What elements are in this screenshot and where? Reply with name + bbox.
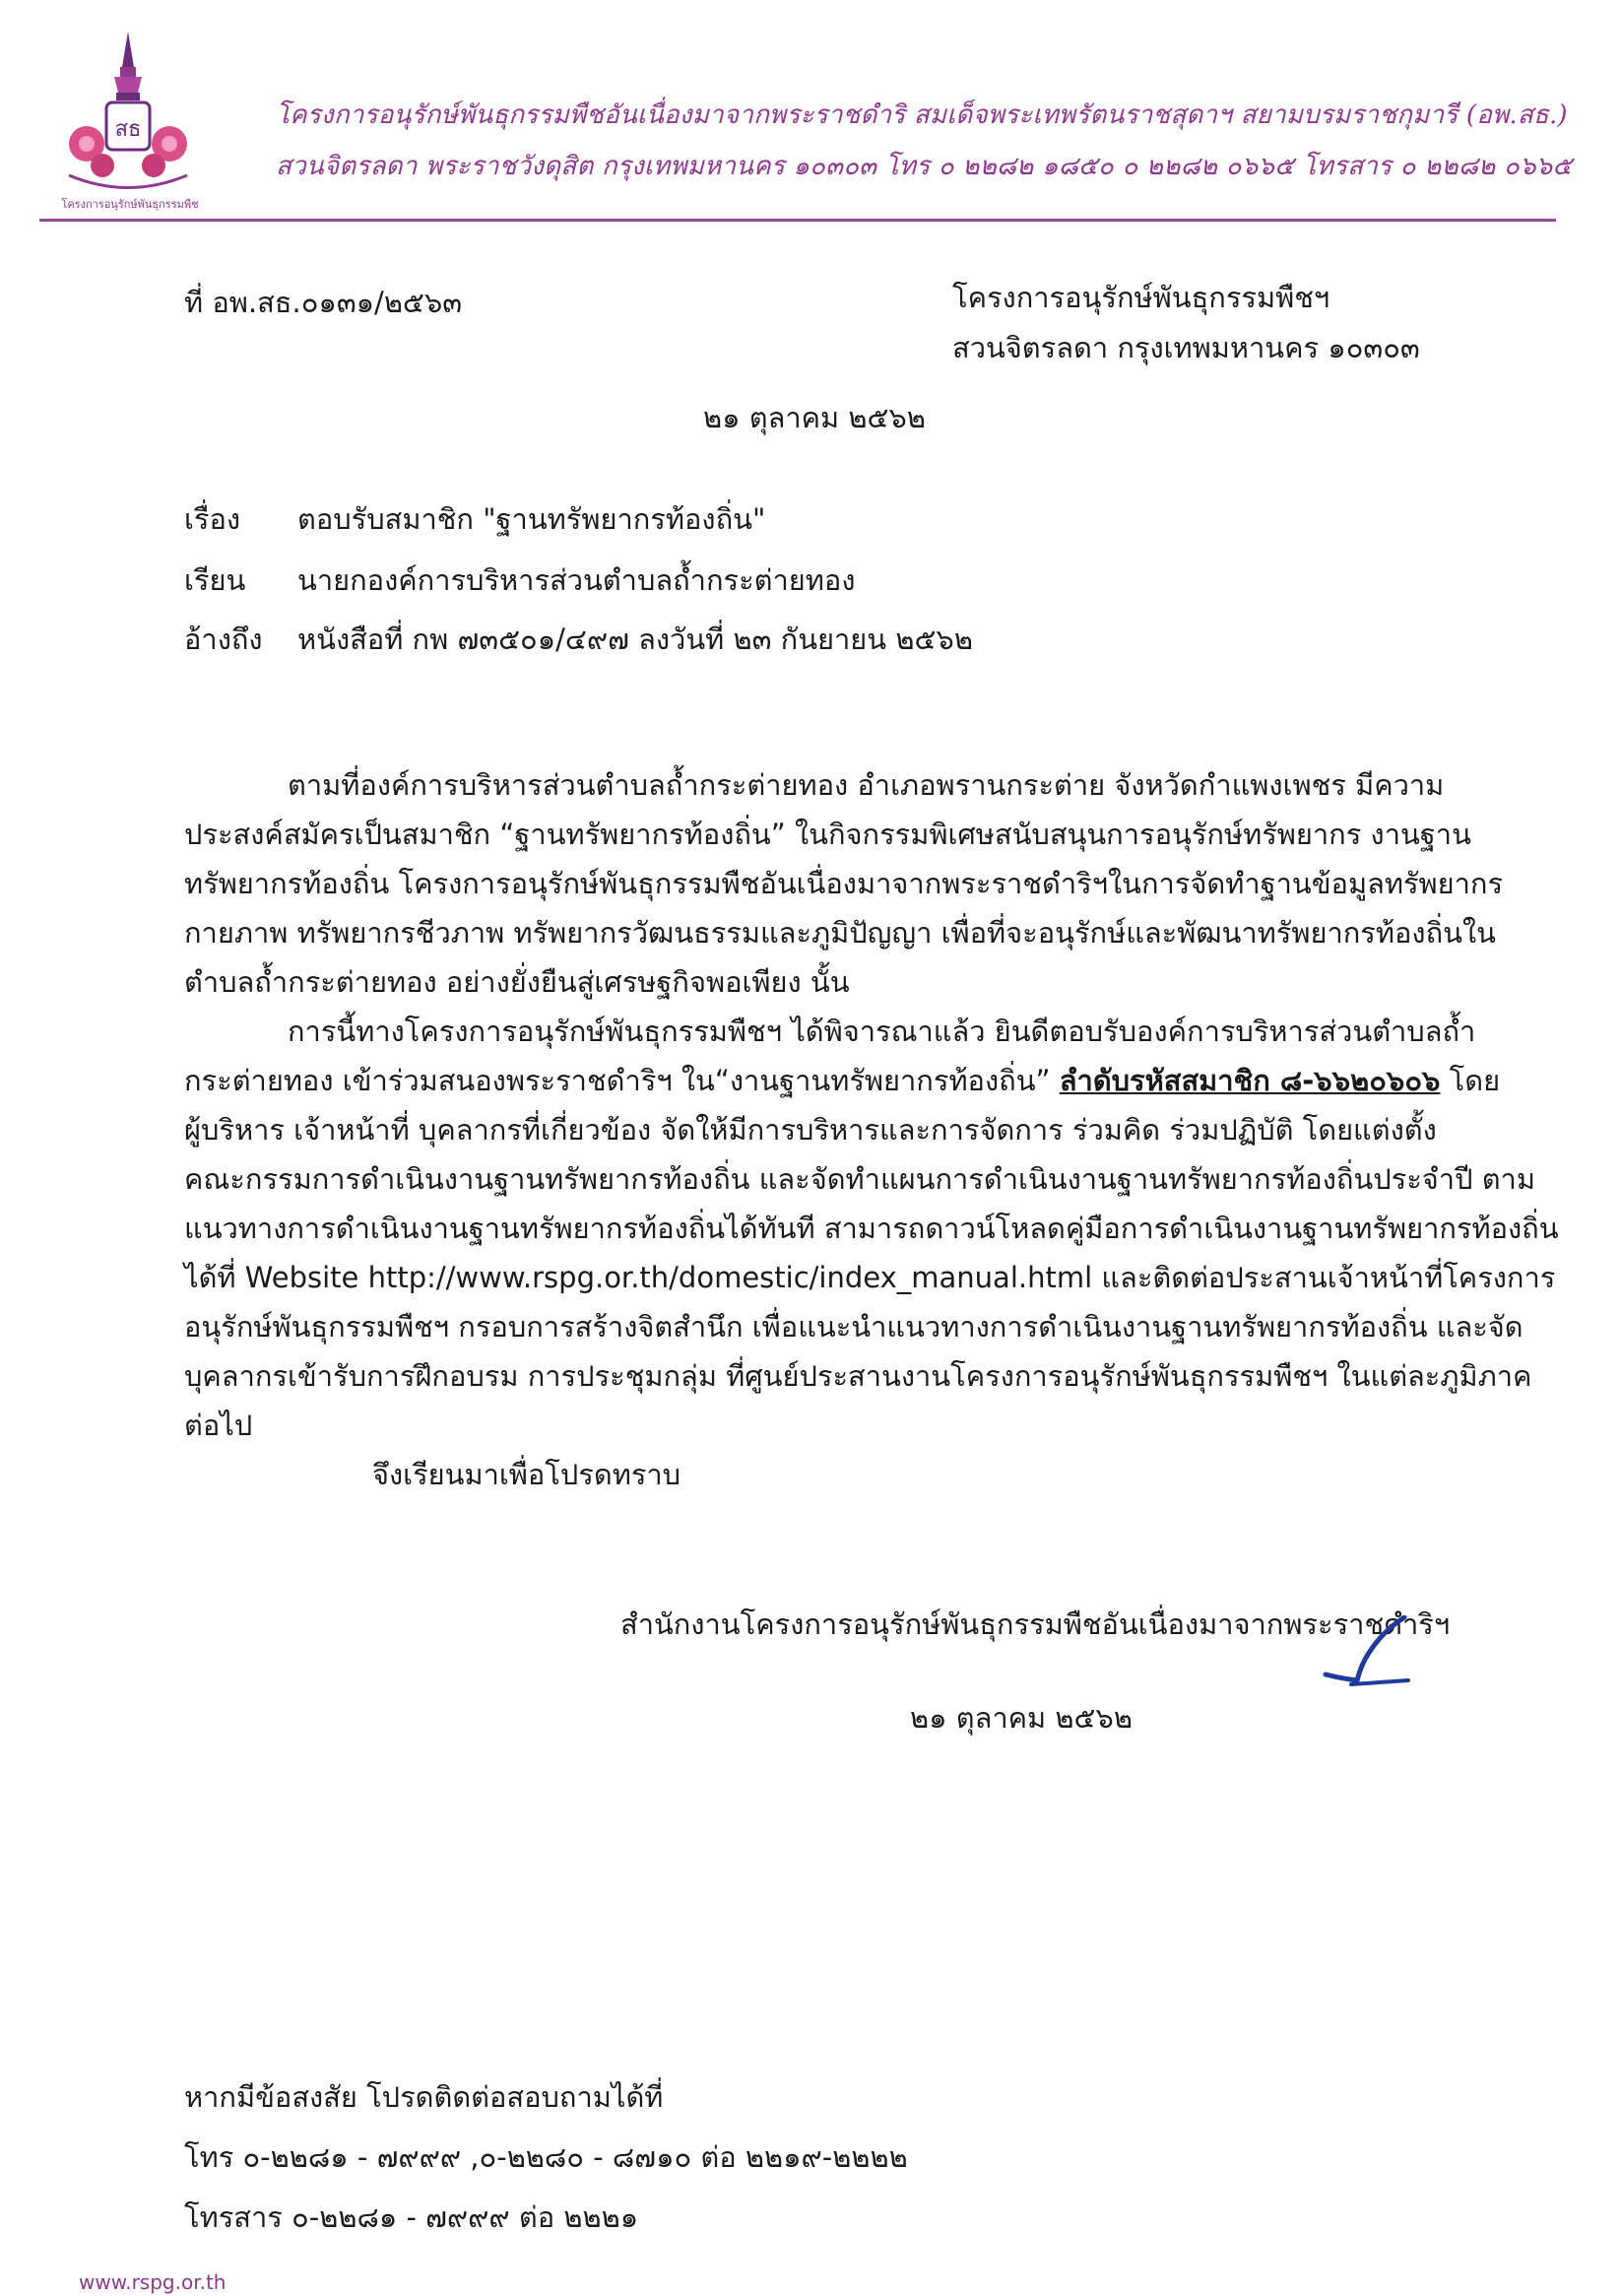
recipient-value: นายกองค์การบริหารส่วนตำบลถ้ำกระต่ายทอง: [297, 563, 856, 597]
subject-label: เรื่อง: [184, 502, 241, 536]
paragraph-2-line: [184, 1064, 1501, 1098]
sender-address: สวนจิตรลดา กรุงเทพมหานคร ๑๐๓๐๓: [952, 331, 1420, 364]
recipient-label: เรียน: [184, 563, 246, 597]
paragraph-1-line: ทรัพยากรท้องถิ่น โครงการอนุรักษ์พันธุกรรมพืชอันเนื่องมาจากพระราชดำริฯในการจัดทำฐานข้อมูลทรัพยากร: [184, 867, 1504, 900]
member-code: ลำดับรหัสสมาชิก ๘-๖๖๒๐๖๐๖: [1059, 1064, 1441, 1097]
signatory-organization: สำนักงานโครงการอนุรักษ์พันธุกรรมพืชอันเนื่องมาจากพระราชดำริฯ: [620, 1607, 1451, 1641]
contact-telephone: โทร ๐-๒๒๘๑ - ๗๙๙๙ ,๐-๒๒๘๐ - ๘๗๑๐ ต่อ ๒๒๑๙-๒๒๒๒: [184, 2140, 908, 2174]
paragraph-2-line: คณะกรรมการดำเนินงานฐานทรัพยากรท้องถิ่น และจัดทำแผนการดำเนินงานฐานทรัพยากรท้องถิ่นประจำปี ตาม: [184, 1162, 1535, 1196]
document-reference-number: ที่ อพ.สธ.๐๑๓๑/๒๕๖๓: [184, 286, 463, 319]
paragraph-2-text: กระต่ายทอง เข้าร่วมสนองพระราชดำริฯ ใน“งานฐานทรัพยากรท้องถิ่น”: [184, 1064, 1051, 1097]
signature-date: ๒๑ ตุลาคม ๒๕๖๒: [910, 1701, 1133, 1735]
paragraph-2-line: แนวทางการดำเนินงานฐานทรัพยากรท้องถิ่นได้ทันที สามารถดาวน์โหลดคู่มือการดำเนินงานฐานทรัพยากรท้องถิ่น: [184, 1212, 1559, 1245]
paragraph-1-line: กายภาพ ทรัพยากรชีวภาพ ทรัพยากรวัฒนธรรมและภูมิปัญญา เพื่อที่จะอนุรักษ์และพัฒนาทรัพยากรท้องถิ่นใน: [184, 916, 1496, 950]
footer-website-link[interactable]: www.rspg.or.th: [79, 2270, 227, 2294]
paragraph-1-line: ประสงค์สมัครเป็นสมาชิก “ฐานทรัพยากรท้องถิ่น” ในกิจกรรมพิเศษสนับสนุนการอนุรักษ์ทรัพยากร งานฐาน: [184, 818, 1471, 851]
signature-checkmark-icon: [1322, 1615, 1410, 1694]
sender-organization: โครงการอนุรักษ์พันธุกรรมพืชฯ: [952, 281, 1330, 314]
paragraph-2-line: บุคลากรเข้ารับการฝึกอบรม การประชุมกลุ่ม ที่ศูนย์ประสานงานโครงการอนุรักษ์พันธุกรรมพืชฯ ในแต่ละภูมิภาค: [184, 1359, 1532, 1393]
contact-fax: โทรสาร ๐-๒๒๘๑ - ๗๙๙๙ ต่อ ๒๒๒๑: [184, 2200, 639, 2234]
closing-phrase: จึงเรียนมาเพื่อโปรดทราบ: [372, 1458, 681, 1491]
paragraph-2-line: ได้ที่ Website http://www.rspg.or.th/domestic/index_manual.html และติดต่อประสานเจ้าหน้าที่โครงการ: [184, 1261, 1556, 1294]
emblem-caption: โครงการอนุรักษ์พันธุกรรมพืช: [61, 198, 199, 211]
paragraph-1-line: ตำบลถ้ำกระต่ายทอง อย่างยั่งยืนสู่เศรษฐกิจพอเพียง นั้น: [184, 965, 850, 999]
letterhead-address: สวนจิตรลดา พระราชวังดุสิต กรุงเทพมหานคร ๑๐๓๐๓ โทร ๐ ๒๒๘๒ ๑๘๕๐ ๐ ๒๒๘๒ ๐๖๖๕ โทรสาร ๐ ๒๒๘๒ ๐๖๖๕: [276, 152, 1573, 181]
letterhead-title: โครงการอนุรักษ์พันธุกรรมพืชอันเนื่องมาจากพระราชดำริ สมเด็จพระเทพรัตนราชสุดาฯ สยามบรมราชกุมารี (อพ.สธ.): [276, 100, 1568, 130]
letterhead-divider: [39, 219, 1556, 222]
rspg-emblem-logo: [39, 28, 217, 205]
paragraph-2-line: การนี้ทางโครงการอนุรักษ์พันธุกรรมพืชฯ ได้พิจารณาแล้ว ยินดีตอบรับองค์การบริหารส่วนตำบลถ้ำ: [288, 1015, 1476, 1048]
subject-value: ตอบรับสมาชิก "ฐานทรัพยากรท้องถิ่น": [297, 502, 766, 536]
paragraph-2-line: ต่อไป: [184, 1409, 253, 1442]
paragraph-2-line: ผู้บริหาร เจ้าหน้าที่ บุคลากรที่เกี่ยวข้อง จัดให้มีการบริหารและการจัดการ ร่วมคิด ร่วมปฏิบัติ โดยแต่งตั้ง: [184, 1113, 1437, 1147]
contact-label: หากมีข้อสงสัย โปรดติดต่อสอบถามได้ที่: [184, 2080, 664, 2114]
paragraph-2-line: อนุรักษ์พันธุกรรมพืชฯ กรอบการสร้างจิตสำนึก เพื่อแนะนำแนวทางการดำเนินงานฐานทรัพยากรท้องถิ่น และจัด: [184, 1310, 1524, 1344]
paragraph-1-line: ตามที่องค์การบริหารส่วนตำบลถ้ำกระต่ายทอง อำเภอพรานกระต่าย จังหวัดกำแพงเพชร มีความ: [288, 768, 1445, 802]
svg-text:สธ: สธ: [114, 117, 142, 142]
reference-label: อ้างถึง: [184, 623, 263, 656]
reference-value: หนังสือที่ กพ ๗๓๕๐๑/๔๙๗ ลงวันที่ ๒๓ กันยายน ๒๕๖๒: [297, 623, 973, 656]
paragraph-2-text: โดย: [1449, 1064, 1501, 1097]
document-date: ๒๑ ตุลาคม ๒๕๖๒: [703, 401, 926, 434]
